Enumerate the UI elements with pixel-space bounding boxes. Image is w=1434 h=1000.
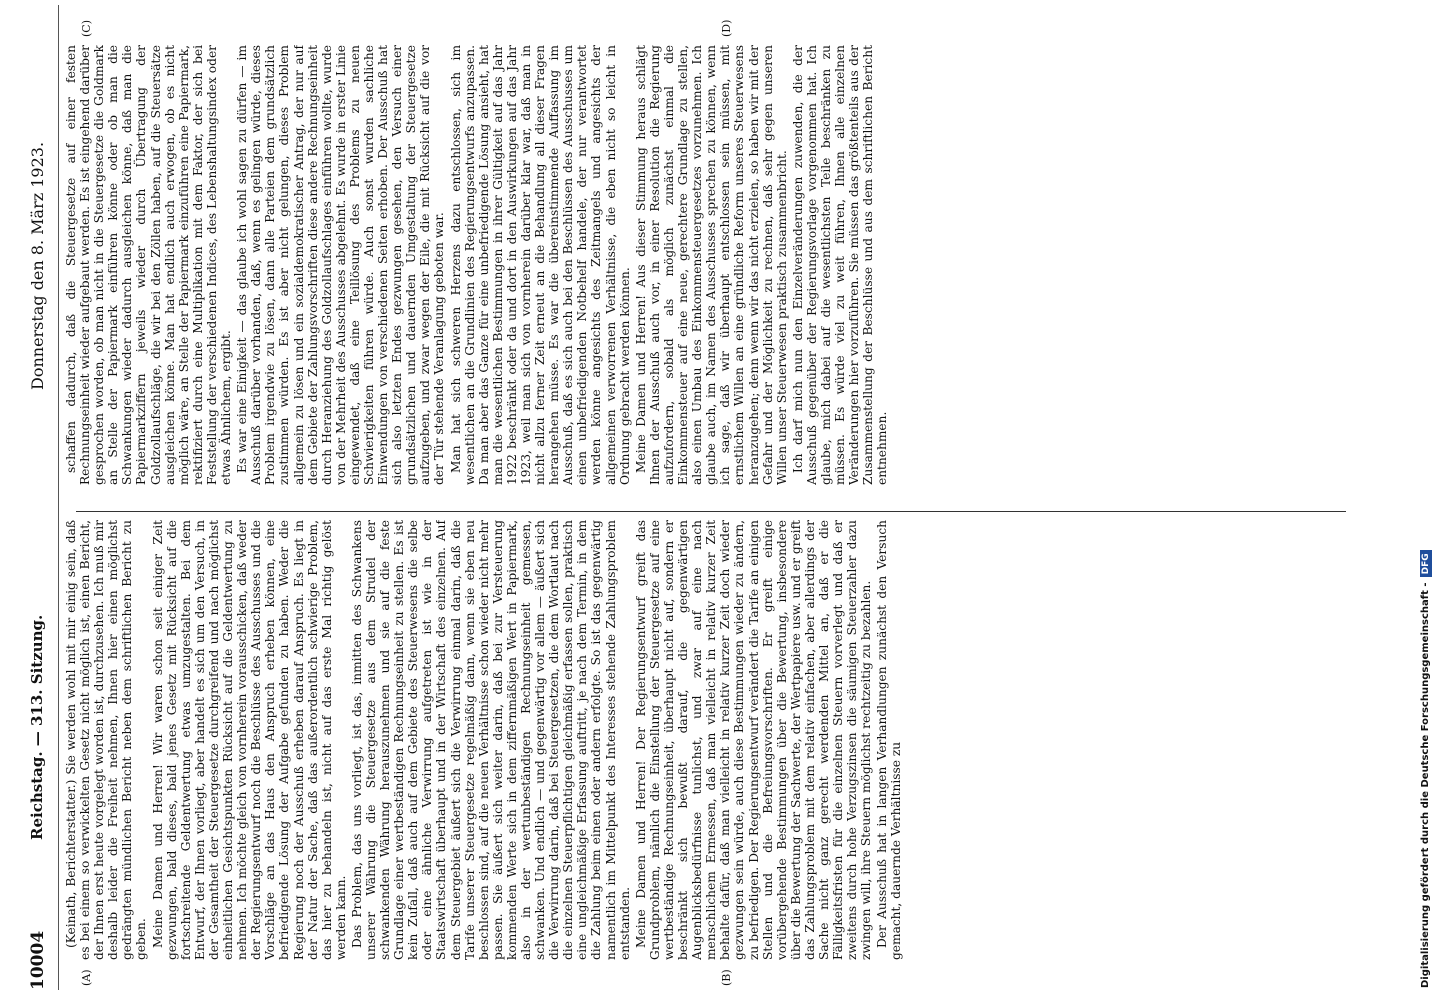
paragraph: Ich darf mich nun den Einzelveränderungen zuwenden, die der Ausschuß gegenüber der Regierungsvorlage vorgenommen hat. Ich glaube, mich dabei auf die wesentlichsten Teile beschränken zu müssen. Es würde viel zu weit führen, Ihnen alle einzelnen Veränderungen hier vorzuführen. Sie müssen das größtenteils aus der Zusammenstellung der Beschlüsse und aus dem schriftlichen Bericht entnehmen. bbox=[790, 45, 890, 485]
paragraph: Es war eine Einigkeit — das glaube ich wohl sagen zu dürfen — im Ausschuß darüber vorhanden, daß, wenn es gelingen würde, dieses Problem irgendwie zu lösen, dann alle Parteien dem grundsätzlich zustimmen würden. Es ist aber nicht gelungen, dieses Problem allgemein zu lösen und ein sozialdemokratischer Antrag, der nur auf dem Gebiete der Zahlungsvorschriften diese andere Rechnungseinheit durch Heranziehung des Goldzollaufschlages einführen wollte, wurde von der Mehrheit des Ausschusses abgelehnt. Es wurde in erster Linie eingewendet, daß eine Teillösung des Problems zu neuen Schwierigkeiten führen würde. Auch sonst wurden sachliche Einwendungen von verschiedenen Seiten erhoben. Der Ausschuß hat sich also letzten Endes gezwungen gesehen, den Versuch einer grundsätzlichen und dauernden Umgestaltung der Steuergesetze aufzugeben, und zwar wegen der Eile, die mit Rücksicht auf die vor der Tür stehende Veranlagung geboten war. bbox=[235, 45, 447, 485]
paragraph: (Keinath, Berichterstatter.) Sie werden wohl mit mir einig sein, daß es bei einem so verwickelten Gesetz nicht möglich ist, einen Bericht, der Ihnen erst heute vorgelegt worden ist, durchzusehen. Ich muß mir deshalb leider die Freiheit nehmen, Ihnen hier einen möglichst gedrängten mündlichen Bericht neben dem schriftlichen Bericht zu geben. bbox=[64, 520, 149, 960]
paragraph: Meine Damen und Herren! Der Regierungsentwurf greift das Grundproblem, nämlich die Einstellung der Steuergesetze auf eine wertbeständige Rechnungseinheit, überhaupt nicht auf, sondern er beschränkt sich bewußt darauf, die gegenwärtigen Augenblicksbedürfnisse tunlichst, und zwar auf eine nach menschlichem Ermessen, daß man vielleicht in relativ kurzer Zeit behalte dafür, daß man vielleicht in relativ kurzer Zeit doch wieder gezwungen sein würde, auch diese Bestimmungen wieder zu ändern, zu befriedigen. Der Regierungsentwurf verändert die Tarife an einigen Stellen und die Befreiungsvorschriften. Er greift einige vorübergehende Bestimmungen über die Bewertung, insbesondere über die Bewertung der Sachwerte, der Wertpapiere usw. und er greift das Zahlungsproblem mit dem relativ einfachen, aber allerdings der Sache nicht ganz gerecht werdenden Mittel an, daß er die Fälligkeitsfristen für die einzelnen Steuern vorverlegt und daß er zweitens durch hohe Verzugszinsen die säumigen Steuerzahler dazu zwingen will, ihre Steuern möglichst rechtzeitig zu bezahlen. bbox=[633, 520, 874, 960]
dfg-logo: DFG bbox=[1420, 550, 1432, 577]
margin-letter-d: (D) bbox=[720, 19, 733, 37]
column-divider bbox=[76, 511, 1346, 512]
margin-letter-a: (A) bbox=[80, 969, 93, 986]
document-page bbox=[20, 5, 1350, 990]
paragraph: Das Problem, das uns vorliegt, ist das, inmitten des Schwankens unserer Währung die Steuergesetze aus dem Strudel der schwankenden Währung herauszunehmen und sie auf die feste Grundlage einer wertbeständigen Rechnungseinheit zu stellen. Es ist kein Zufall, daß auch auf dem Gebiete des Steuerwesens die selbe oder eine ähnliche Verwirrung aufgetreten ist wie in der Staatswirtschaft überhaupt und in der Wirtschaft des einzelnen. Auf dem Steuergebiet äußert sich die Verwirrung einmal darin, daß die Tarife unserer Steuergesetze regelmäßig dann, wenn sie eben neu beschlossen sind, auf die neuen Verhältnisse schon wieder nicht mehr passen. Sie äußert sich weiter darin, daß bei zur Versteuerung kommenden Werte sich in dem ziffernmäßigen Wert in Papiermark, also in der wertunbeständigen Rechnungseinheit gemessen, schwanken. Und endlich — und gegenwärtig vor allem — äußert sich die Verwirrung darin, daß bei Steuergesetzen, die dem Wortlaut nach die einzelnen Steuerpflichtigen gleichmäßig erfassen sollen, praktisch eine ungleichmäßige Erfassung auftritt, je nach dem Termin, in dem die Zahlung beim einen oder andern erfolgte. So ist das gegenwärtig namentlich im Mittelpunkt des Interesses stehende Zahlungsproblem entstanden. bbox=[349, 520, 632, 960]
credit-text: Digitalisierung gefördert durch die Deutsche Forschungsgemeinschaft - bbox=[1420, 582, 1431, 988]
text-column-right bbox=[64, 45, 1349, 485]
paragraph: schaffen dadurch, daß die Steuergesetze auf einer festen Rechnungseinheit wieder aufgebaut werden. Es ist eingehend darüber gesprochen worden, ob man nicht in die Steuergesetze die Goldmark an Stelle der Papiermark einführen könne oder ob man die Schwankungen wieder dadurch ausgleichen könne, daß man die Papiermarkziffern jeweils wieder durch Übertragung der Goldzollaufschläge, die wir bei den Zöllen haben, auf die Steuersätze ausgleichen könne. Man hat endlich auch erwogen, ob es nicht möglich wäre, an Stelle der Papiermark einzuführen eine Papiermark, rektifiziert durch eine Multiplikation mit dem Faktor, der sich bei Feststellung der verschiedenen Indices, des Lebenshaltungsindex oder etwas Ähnlichem, ergibt. bbox=[64, 45, 234, 485]
paragraph: Meine Damen und Herren! Aus dieser Stimmung heraus schlägt Ihnen der Ausschuß auch vor, in einer Resolution die Regierung aufzufordern, sobald als möglich zunächst einmal die Einkommensteuer auf eine neue, gerechtere Grundlage zu stellen, also einen Umbau des Einkommensteuergesetzes vorzunehmen. Ich glaube auch, im Namen des Ausschusses sprechen zu können, wenn ich sage, daß wir überhaupt entschlossen sein müssen, mit ernstlichem Willen an eine gründliche Reform unseres Steuerwesens heranzugehen; denn wenn wir das nicht erzielen, so haben wir mit der Gefahr und der Möglichkeit zu rechnen, daß sehr gegen unseren Willen unser Steuerwesen praktisch zusammenbricht. bbox=[633, 45, 789, 485]
margin-letter-c: (C) bbox=[80, 20, 93, 37]
page-number: 10004 bbox=[28, 930, 48, 990]
session-date: Donnerstag den 8. März 1923. bbox=[28, 141, 47, 390]
running-head: Reichstag. — 313. Sitzung. bbox=[28, 614, 46, 840]
paragraph: Der Ausschuß hat in langen Verhandlungen zunächst den Versuch gemacht, dauernde Verhältnisse zu bbox=[875, 520, 904, 960]
paragraph: Meine Damen und Herren! Wir waren schon seit einiger Zeit gezwungen, bald dieses, bald jenes Gesetz mit Rücksicht auf die fortschreitende Geldentwertung etwas umzugestalten. Bei dem Entwurf, der Ihnen vorliegt, aber handelt es sich um den Versuch, in der Gesamtheit der Steuergesetze durchgreifend und nach möglichst einheitlichen Gesichtspunkten Rücksicht auf die Geldentwertung zu nehmen. Ich möchte gleich von vornherein vorausschicken, daß weder der Regierungsentwurf noch die Beschlüsse des Ausschusses und die Vorschläge an das Haus den Anspruch erheben können, eine befriedigende Lösung der Aufgabe gefunden zu haben. Weder die Regierung noch der Ausschuß erheben darauf Anspruch. Es liegt in der Natur der Sache, daß das außerordentlich schwierige Problem, das hier zu behandeln ist, nicht auf das erste Mal richtig gelöst werden kann. bbox=[150, 520, 348, 960]
paragraph: Man hat sich schweren Herzens dazu entschlossen, sich im wesentlichen an die Grundlinien des Regierungsentwurfs anzupassen. Da man aber das Ganze für eine unbefriedigende Lösung ansieht, hat man die wesentlichen Bestimmungen in ihrer Gültigkeit auf das Jahr 1922 beschränkt oder da und dort in den Auswirkungen auf das Jahr 1923, weil man sich von vornherein darüber klar war, daß man in nicht allzu ferner Zeit erneut an die Behandlung all dieser Fragen herangehen müsse. Es war die übereinstimmende Auffassung im Ausschuß, daß es sich auch bei den Beschlüssen des Ausschusses um einen unbefriedigenden Notbehelf handele, der nur verantwortet werden könne angesichts des Zeitmangels und angesichts der allgemeinen verworrenen Verhältnisse, die eben nicht so leicht in Ordnung gebracht werden können. bbox=[448, 45, 632, 485]
text-column-left bbox=[64, 520, 1349, 960]
digitization-credit bbox=[1415, 8, 1430, 992]
header-rule bbox=[58, 5, 59, 990]
margin-letter-b: (B) bbox=[720, 969, 733, 986]
